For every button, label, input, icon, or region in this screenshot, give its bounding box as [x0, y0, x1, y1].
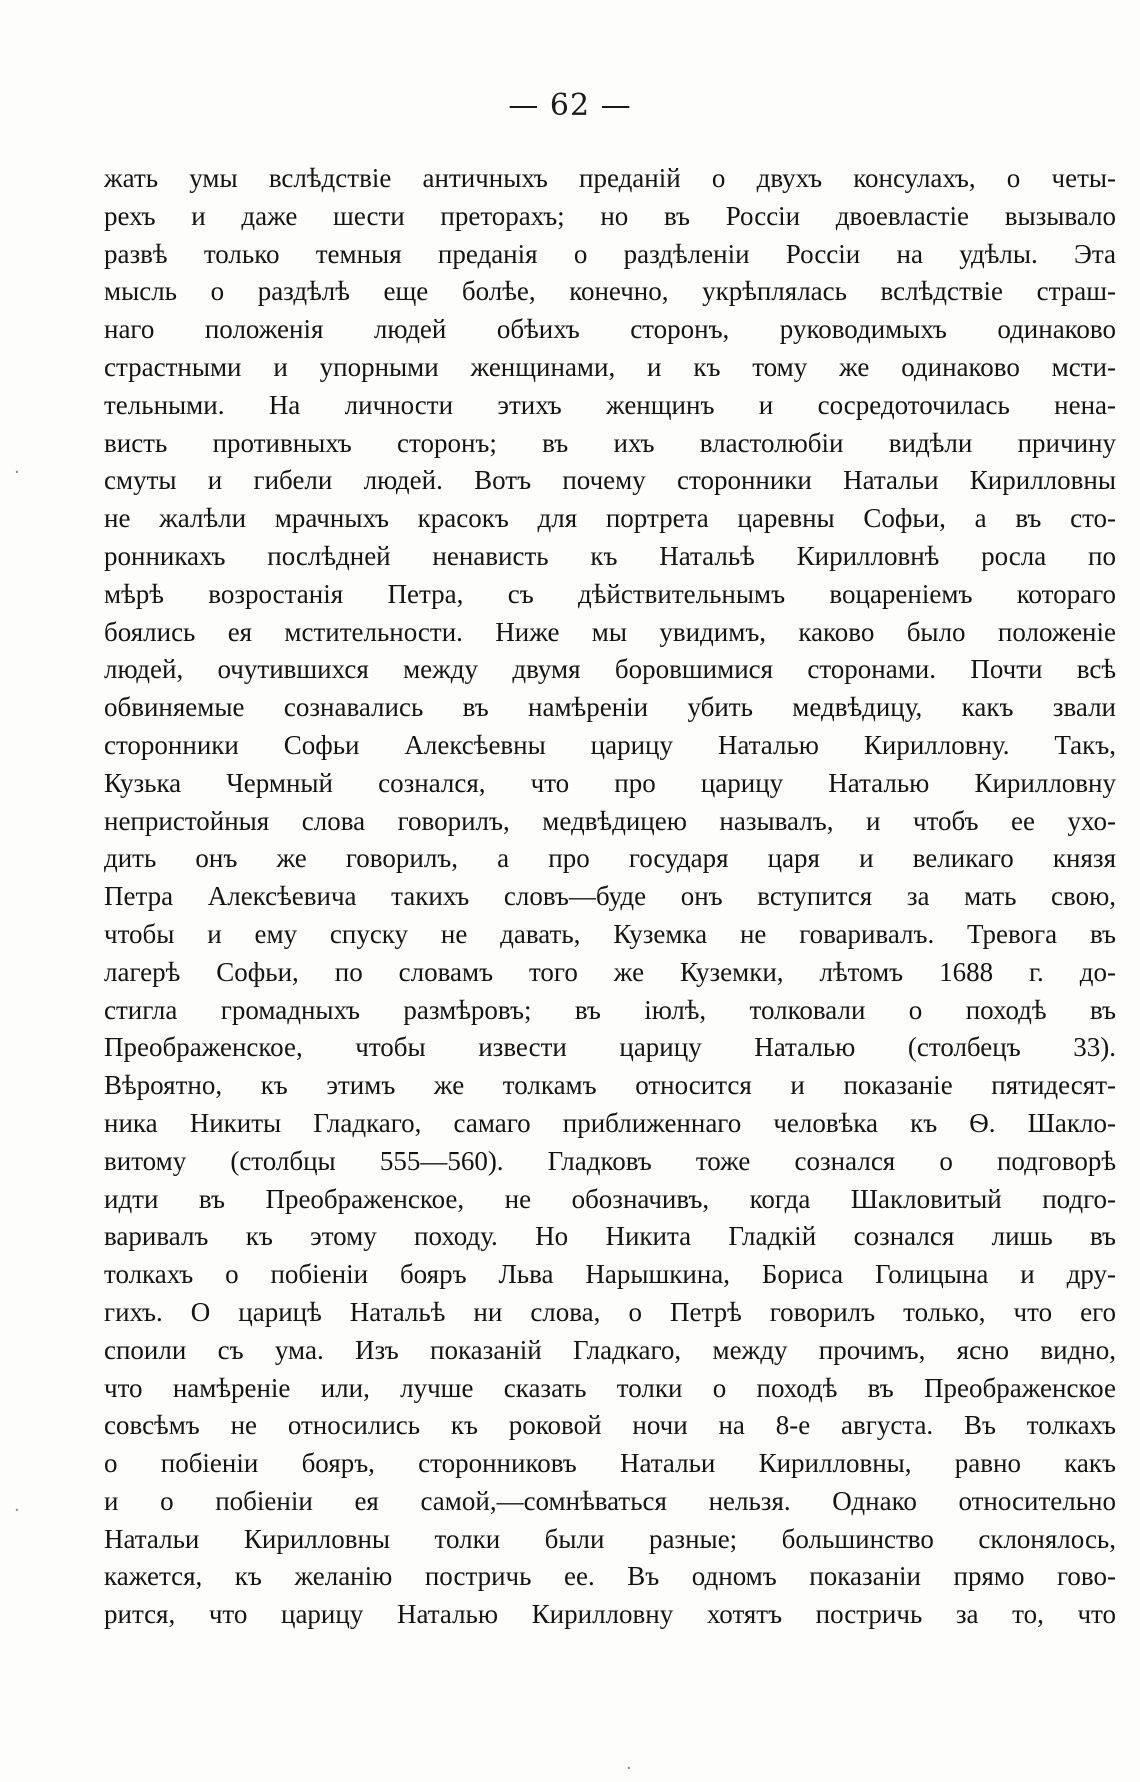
text-line: не жалѣли мрачныхъ красокъ для портрета царевны Софьи, а въ сто-	[104, 503, 1116, 534]
text-line: Преображенское, чтобы извести царицу Наталью (столбецъ 33).	[104, 1032, 1116, 1063]
scan-speck: ·	[14, 462, 20, 483]
text-line: идти въ Преображенское, не обозначивъ, когда Шакловитый подго-	[104, 1183, 1116, 1214]
text-line: и о побіеніи ея самой,—сомнѣваться нельзя. Однако относительно	[104, 1485, 1116, 1516]
scan-speck: ·	[626, 1758, 632, 1779]
text-line: ника Никиты Гладкаго, самаго приближеннаго человѣка къ Ѳ. Шакло-	[104, 1107, 1116, 1138]
text-line: стигла громадныхъ размѣровъ; въ іюлѣ, толковали о походѣ въ	[104, 994, 1116, 1025]
text-line: боялись ея мстительности. Ниже мы увидимъ, каково было положеніе	[104, 616, 1116, 647]
text-line: людей, очутившихся между двумя боровшимися сторонами. Почти всѣ	[104, 654, 1116, 685]
text-line: рится, что царицу Наталью Кирилловну хотятъ постричь за то, что	[104, 1599, 1116, 1630]
text-line: Вѣроятно, къ этимъ же толкамъ относится и показаніе пятидесят-	[104, 1070, 1116, 1101]
text-line: дить онъ же говорилъ, а про государя царя и великаго князя	[104, 843, 1116, 874]
text-line: совсѣмъ не относились къ роковой ночи на 8-е августа. Въ толкахъ	[104, 1410, 1116, 1441]
text-line: мысль о раздѣлѣ еще болѣе, конечно, укрѣплялась вслѣдствіе страш-	[104, 276, 1116, 307]
text-line: висть противныхъ сторонъ; въ ихъ властолюбіи видѣли причину	[104, 427, 1116, 458]
text-line: лагерѣ Софьи, по словамъ того же Куземки, лѣтомъ 1688 г. до-	[104, 956, 1116, 987]
text-line: кажется, къ желанію постричь ее. Въ одномъ показаніи прямо гово-	[104, 1561, 1116, 1592]
text-line: чтобы и ему спуску не давать, Куземка не говаривалъ. Тревога въ	[104, 918, 1116, 949]
text-line: наго положенія людей обѣихъ сторонъ, руководимыхъ одинаково	[104, 314, 1116, 345]
text-line: развѣ только темныя преданія о раздѣленіи Россіи на удѣлы. Эта	[104, 238, 1116, 269]
text-line: мѣрѣ возростанія Петра, съ дѣйствительнымъ воцареніемъ котораго	[104, 578, 1116, 609]
text-line: рехъ и даже шести преторахъ; но въ Россіи двоевластіе вызывало	[104, 200, 1116, 231]
text-line: витому (столбцы 555—560). Гладковъ тоже сознался о подговорѣ	[104, 1145, 1116, 1176]
text-line: толкахъ о побіеніи бояръ Льва Нарышкина, Бориса Голицына и дру-	[104, 1259, 1116, 1290]
text-line: непристойныя слова говорилъ, медвѣдицею называлъ, и чтобъ ее ухо-	[104, 805, 1116, 836]
text-line: тельными. На личности этихъ женщинъ и сосредоточилась нена-	[104, 389, 1116, 420]
text-line: о побіеніи бояръ, сторонниковъ Натальи Кирилловны, равно какъ	[104, 1448, 1116, 1479]
text-line: сторонники Софьи Алексѣевны царицу Наталью Кирилловну. Такъ,	[104, 729, 1116, 760]
text-line: Петра Алексѣевича такихъ словъ—буде онъ вступится за мать свою,	[104, 881, 1116, 912]
text-line: Кузька Чермный сознался, что про царицу Наталью Кирилловну	[104, 767, 1116, 798]
text-line: Натальи Кирилловны толки были разные; большинство склонялось,	[104, 1523, 1116, 1554]
text-line: варивалъ къ этому походу. Но Никита Гладкій сознался лишь въ	[104, 1221, 1116, 1252]
text-line: что намѣреніе или, лучше сказать толки о походѣ въ Преображенское	[104, 1372, 1116, 1403]
text-line: гихъ. О царицѣ Натальѣ ни слова, о Петрѣ говорилъ только, что его	[104, 1296, 1116, 1327]
text-line: обвиняемые сознавались въ намѣреніи убить медвѣдицу, какъ звали	[104, 692, 1116, 723]
body-text	[104, 160, 1116, 1634]
text-line: жать умы вслѣдствіе античныхъ преданій о двухъ консулахъ, о четы-	[104, 163, 1116, 193]
page-number: — 62 —	[508, 88, 632, 123]
text-line: страстными и упорными женщинами, и къ тому же одинаково мсти-	[104, 351, 1116, 382]
scan-speck: ·	[14, 1500, 20, 1521]
text-line: ронникахъ послѣдней ненависть къ Натальѣ Кирилловнѣ росла по	[104, 540, 1116, 571]
text-line: смуты и гибели людей. Вотъ почему сторонники Натальи Кирилловны	[104, 465, 1116, 496]
text-line: споили съ ума. Изъ показаній Гладкаго, между прочимъ, ясно видно,	[104, 1334, 1116, 1365]
